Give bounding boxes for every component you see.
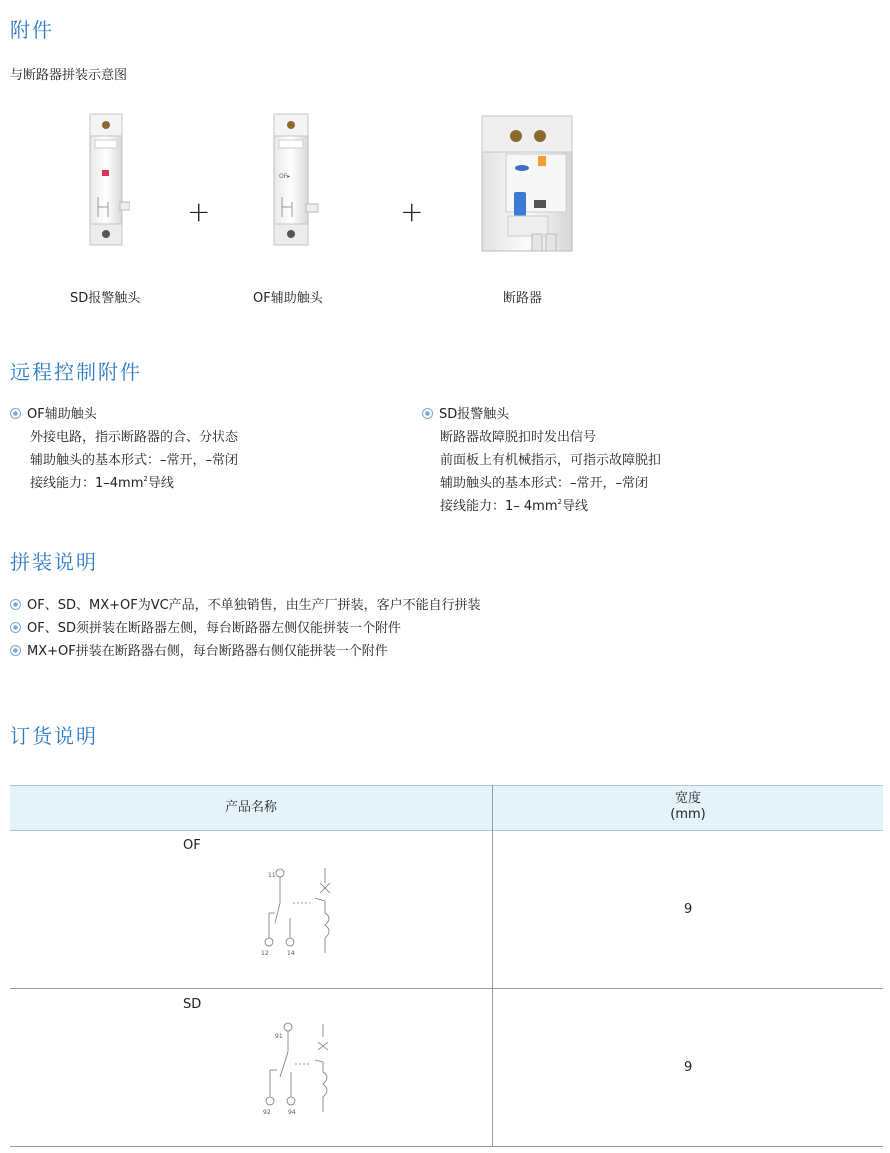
of-circuit-symbol (255, 863, 345, 963)
remote-left-line2: 辅助触头的基本形式：–常开，–常闭 (30, 453, 239, 468)
sd-contact-image (80, 112, 130, 247)
bullet-icon (10, 645, 21, 656)
row-sd-width: 9 (684, 1060, 693, 1075)
terminal-label: 14 (287, 950, 295, 957)
section-title-accessories: 附件 (10, 18, 54, 42)
terminal-label: 92 (263, 1109, 271, 1116)
assembly-item-1: OF、SD、MX+OF为VC产品，不单独销售，由生产厂拼装，客户不能自行拼装 (10, 594, 481, 613)
section-title-assembly: 拼装说明 (10, 550, 98, 574)
section-title-order: 订货说明 (10, 724, 98, 748)
header-product-name: 产品名称 (224, 800, 277, 815)
bullet-icon (10, 622, 21, 633)
assembly-item-3: MX+OF拼装在断路器右侧，每台断路器右侧仅能拼装一个附件 (10, 640, 388, 659)
terminal-label: 11 (268, 872, 276, 879)
row-sd-name: SD (183, 997, 202, 1012)
bullet-icon (422, 408, 433, 419)
caption-of-contact: OF辅助触头 (253, 291, 323, 306)
row-of-name: OF (183, 838, 201, 853)
circuit-breaker-image (478, 112, 578, 257)
terminal-label: 12 (261, 950, 269, 957)
remote-left-line1: 外接电路，指示断路器的合、分状态 (30, 430, 239, 445)
svg-text:OF▸: OF▸ (279, 173, 291, 180)
remote-right-line3: 辅助触头的基本形式：–常开，–常闭 (440, 476, 649, 491)
terminal-label: 94 (288, 1109, 296, 1116)
bullet-icon (10, 599, 21, 610)
row-divider (10, 988, 883, 989)
remote-right-heading: SD报警触头 (422, 403, 509, 422)
bullet-icon (10, 408, 21, 419)
sd-circuit-symbol (255, 1022, 345, 1122)
remote-right-line2: 前面板上有机械指示，可指示故障脱扣 (440, 453, 662, 468)
section-title-remote: 远程控制附件 (10, 360, 142, 384)
row-divider (10, 1146, 883, 1147)
remote-left-line3: 接线能力：$1-4mm^2$导线 (30, 475, 174, 491)
plus-sign-1: + (187, 195, 211, 228)
remote-right-line1: 断路器故障脱扣时发出信号 (440, 430, 597, 445)
remote-right-line4: 接线能力：1– $4mm^2$导线 (440, 498, 588, 514)
order-table (10, 785, 883, 1147)
row-of-width: 9 (684, 902, 693, 917)
caption-sd-contact: SD报警触头 (70, 291, 141, 306)
column-divider (492, 785, 493, 1147)
assembly-item-2: OF、SD须拼装在断路器左侧，每台断路器左侧仅能拼装一个附件 (10, 617, 401, 636)
plus-sign-2: + (400, 195, 424, 228)
header-width: 宽度 (mm) (670, 791, 706, 822)
caption-breaker: 断路器 (503, 291, 543, 306)
diagram-subtitle: 与断路器拼装示意图 (10, 68, 128, 83)
terminal-label: 91 (275, 1033, 283, 1040)
of-contact-image (262, 112, 322, 247)
remote-left-heading: OF辅助触头 (10, 403, 97, 422)
